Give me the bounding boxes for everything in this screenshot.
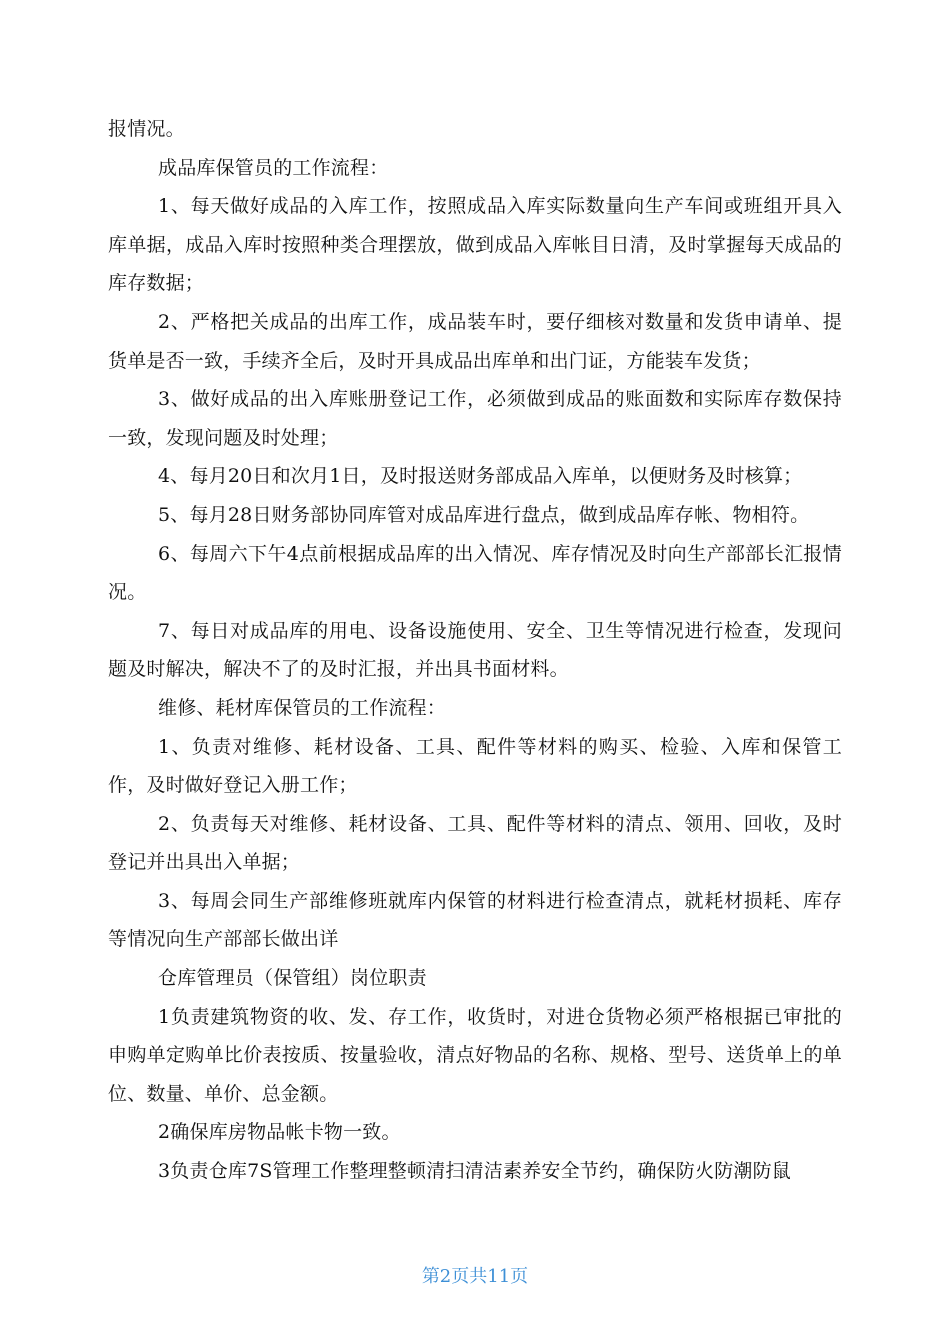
paragraph: 5、每月28日财务部协同库管对成品库进行盘点，做到成品库存帐、物相符。 xyxy=(158,503,810,526)
paragraph: 1、每天做好成品的入库工作，按照成品入库实际数量向生产车间或班组开具入库单据，成品入库时按照种类合理摆放，做到成品入库帐目日清，及时掌握每天成品的库存数据； xyxy=(108,195,842,295)
document-body xyxy=(108,110,842,1191)
paragraph: 3、每周会同生产部维修班就库内保管的材料进行检查清点，就耗材损耗、库存等情况向生产部部长做出详 xyxy=(108,889,842,951)
paragraph: 2、严格把关成品的出库工作，成品装车时，要仔细核对数量和发货申请单、提货单是否一致，手续齐全后，及时开具成品出库单和出门证，方能装车发货； xyxy=(108,310,842,372)
paragraph: 4、每月20日和次月1日，及时报送财务部成品入库单，以便财务及时核算； xyxy=(158,465,803,488)
paragraph: 1负责建筑物资的收、发、存工作，收货时，对进仓货物必须严格根据已审批的申购单定购单比价表按质、按量验收，清点好物品的名称、规格、型号、送货单上的单位、数量、单价、总金额。 xyxy=(108,1005,842,1105)
paragraph: 2确保库房物品帐卡物一致。 xyxy=(158,1121,401,1144)
paragraph: 7、每日对成品库的用电、设备设施使用、安全、卫生等情况进行检查，发现问题及时解决，解决不了的及时汇报，并出具书面材料。 xyxy=(108,619,842,681)
paragraph: 3、做好成品的出入库账册登记工作，必须做到成品的账面数和实际库存数保持一致，发现问题及时处理； xyxy=(108,388,842,449)
section-heading: 维修、耗材库保管员的工作流程： xyxy=(158,696,447,719)
section-heading: 成品库保管员的工作流程： xyxy=(158,156,389,179)
paragraph: 6、每周六下午4点前根据成品库的出入情况、库存情况及时向生产部部长汇报情况。 xyxy=(108,542,842,604)
section-heading: 仓库管理员（保管组）岗位职责 xyxy=(158,967,427,990)
page-number-footer: 第2页共11页 xyxy=(421,1266,529,1287)
paragraph: 2、负责每天对维修、耗材设备、工具、配件等材料的清点、领用、回收，及时登记并出具出入单据； xyxy=(108,812,842,874)
paragraph: 3负责仓库7S管理工作整理整顿清扫清洁素养安全节约，确保防火防潮防鼠 xyxy=(158,1160,791,1183)
paragraph: 1、负责对维修、耗材设备、工具、配件等材料的购买、检验、入库和保管工作，及时做好登记入册工作； xyxy=(108,735,842,797)
paragraph: 报情况。 xyxy=(108,118,185,140)
